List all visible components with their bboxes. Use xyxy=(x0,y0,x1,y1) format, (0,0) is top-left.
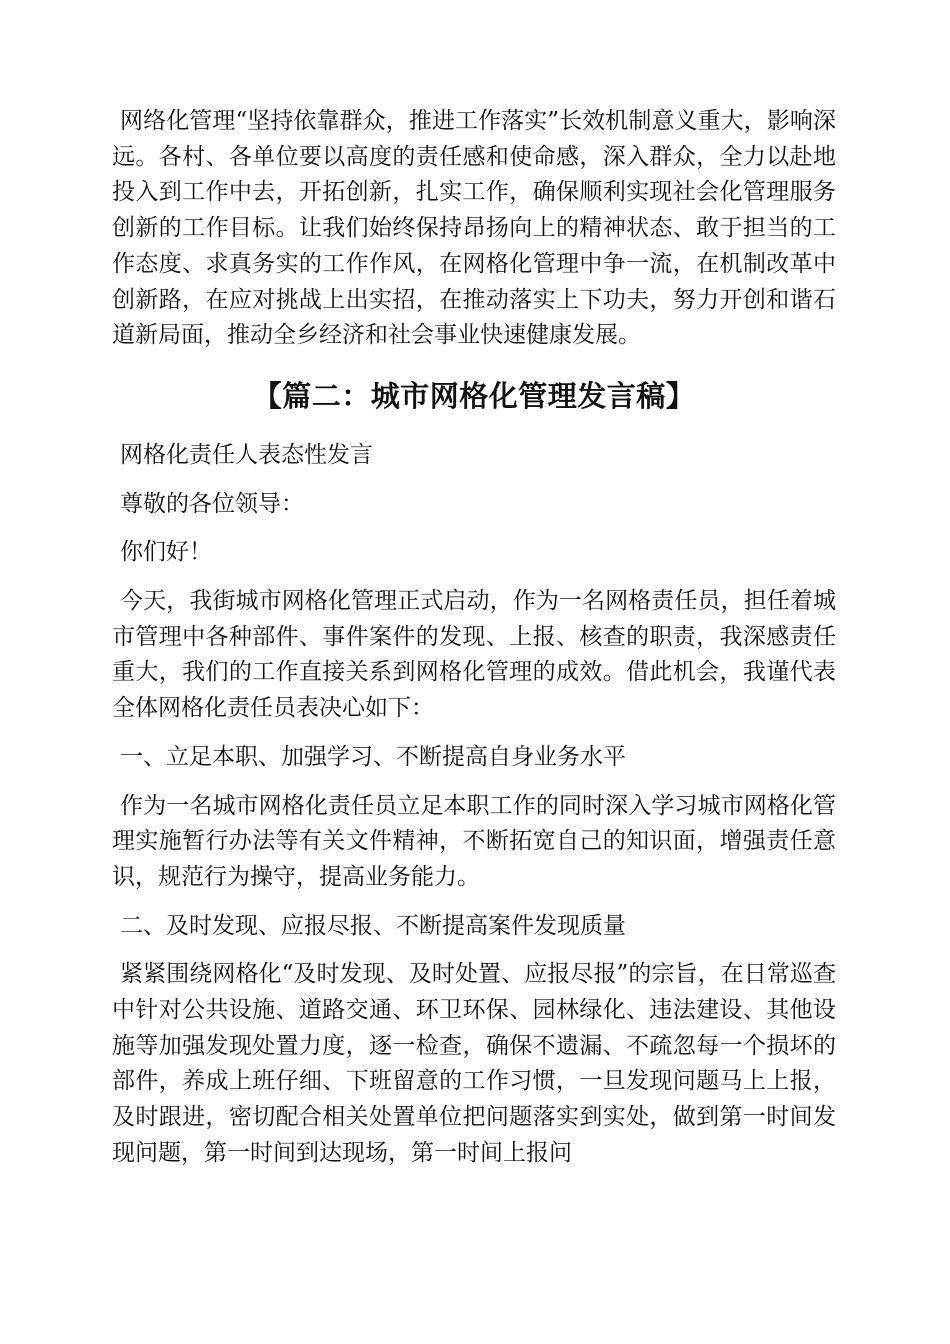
intro-paragraph: 网络化管理“坚持依靠群众，推进工作落实”长效机制意义重大，影响深远。各村、各单位要以高度的责任感和使命感，深入群众，全力以赴地投入到工作中去，开拓创新，扎实工作，确保顺利实现社会化管理服务创新的工作目标。让我们始终保持昂扬向上的精神状态、敢于担当的工作态度、求真务实的工作作风，在网格化管理中争一流，在机制改革中创新路，在应对挑战上出实招，在推动落实上下功夫，努力开创和谐石道新局面，推动全乡经济和社会事业快速健康发展。 xyxy=(112,108,836,349)
point2-title: 二、及时发现、应报尽报、不断提高案件发现质量 xyxy=(120,912,627,939)
salutation: 尊敬的各位领导： xyxy=(120,490,305,517)
section-heading: 【篇二：城市网格化管理发言稿】 xyxy=(252,378,696,413)
point1-title: 一、立足本职、加强学习、不断提高自身业务水平 xyxy=(120,743,627,770)
point1-body: 作为一名城市网格化责任员立足本职工作的同时深入学习城市网格化管理实施暂行办法等有关文件精神，不断拓宽自己的知识面，增强责任意识，规范行为操守，提高业务能力。 xyxy=(112,792,836,890)
opening-paragraph: 今天，我街城市网格化管理正式启动，作为一名网格责任员，担任着城市管理中各种部件、事件案件的发现、上报、核查的职责，我深感责任重大，我们的工作直接关系到网格化管理的成效。借此机会，我谨代表全体网格化责任员表决心如下： xyxy=(112,588,836,722)
speech-title: 网格化责任人表态性发言 xyxy=(120,441,374,468)
greeting: 你们好！ xyxy=(120,539,213,566)
point2-body: 紧紧围绕网格化“及时发现、及时处置、应报尽报”的宗旨，在日常巡查中针对公共设施、道路交通、环卫环保、园林绿化、违法建设、其他设施等加强发现处置力度，逐一检查，确保不遗漏、不疏忽每一个损坏的部件，养成上班仔细、下班留意的工作习惯，一旦发现问题马上上报，及时跟进，密切配合相关处置单位把问题落实到实处，做到第一时间发现问题，第一时间到达现场，第一时间上报问 xyxy=(112,961,836,1166)
